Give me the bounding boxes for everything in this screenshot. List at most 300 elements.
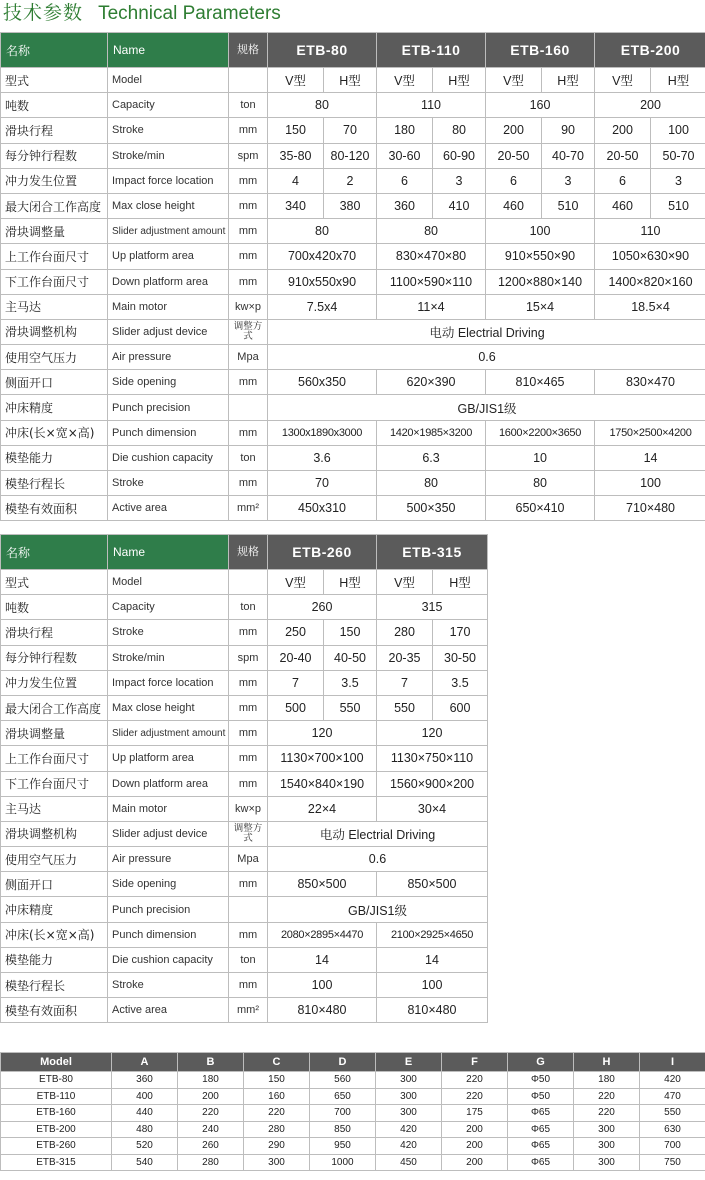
value-h: 100 — [651, 118, 705, 143]
param-name-en: Stroke — [108, 973, 229, 998]
param-unit: mm — [229, 872, 268, 897]
param-name-en: Model — [108, 68, 229, 93]
param-name-cn: 下工作台面尺寸 — [1, 771, 108, 796]
dim-header-cell: G — [508, 1053, 574, 1072]
dim-value-cell: 400 — [112, 1088, 178, 1105]
spec-row — [1, 821, 488, 846]
param-unit: mm — [229, 771, 268, 796]
param-name-cn: 最大闭合工作高度 — [1, 193, 108, 218]
dim-model-cell: ETB-160 — [1, 1105, 112, 1122]
param-unit: mm — [229, 721, 268, 746]
param-name-cn: 模垫有效面积 — [1, 496, 108, 521]
type-h: H型 — [433, 570, 488, 595]
value-cell: 80 — [268, 219, 377, 244]
value-cell: 120 — [377, 721, 488, 746]
dim-model-cell: ETB-110 — [1, 1088, 112, 1105]
dim-header-row — [1, 1053, 705, 1072]
dim-header-cell: Model — [1, 1053, 112, 1072]
title-cn: 技术参数 — [3, 2, 84, 24]
param-name-cn: 吨数 — [1, 595, 108, 620]
dim-value-cell: 480 — [112, 1121, 178, 1138]
dim-value-cell: 300 — [376, 1088, 442, 1105]
dim-value-cell: 220 — [442, 1088, 508, 1105]
dim-value-cell: 300 — [376, 1105, 442, 1122]
value-cell: 315 — [377, 595, 488, 620]
header-row — [1, 535, 488, 570]
value-cell: 11×4 — [377, 294, 486, 319]
value-cell: 14 — [377, 947, 488, 972]
dim-value-cell: 280 — [244, 1121, 310, 1138]
param-name-en: Up platform area — [108, 244, 229, 269]
dim-row — [1, 1154, 705, 1171]
type-v: V型 — [377, 68, 433, 93]
type-v: V型 — [268, 570, 324, 595]
model-header: ETB-160 — [486, 33, 595, 68]
param-name-cn: 冲床(长×宽×高) — [1, 420, 108, 445]
spec-row — [1, 143, 705, 168]
param-name-en: Stroke — [108, 471, 229, 496]
param-unit: mm — [229, 269, 268, 294]
param-name-en: Model — [108, 570, 229, 595]
value-cell: 18.5×4 — [595, 294, 705, 319]
param-name-cn: 型式 — [1, 570, 108, 595]
value-v: 35-80 — [268, 143, 324, 168]
value-cell: 1130×700×100 — [268, 746, 377, 771]
spec-row — [1, 93, 705, 118]
param-name-en: Side opening — [108, 872, 229, 897]
dim-value-cell: 240 — [178, 1121, 244, 1138]
spec-row — [1, 998, 488, 1023]
dim-model-cell: ETB-80 — [1, 1072, 112, 1089]
value-h: 70 — [324, 118, 377, 143]
value-cell: 22×4 — [268, 796, 377, 821]
spec-row — [1, 269, 705, 294]
dim-value-cell: Φ65 — [508, 1105, 574, 1122]
value-cell: 100 — [595, 471, 705, 496]
value-h: 150 — [324, 620, 377, 645]
param-unit — [229, 68, 268, 93]
value-v: 4 — [268, 168, 324, 193]
param-unit: mm — [229, 746, 268, 771]
dim-value-cell: 220 — [574, 1088, 640, 1105]
param-name-cn: 滑块调整量 — [1, 219, 108, 244]
param-name-en: Slider adjustment amount — [108, 721, 229, 746]
dim-value-cell: 850 — [310, 1121, 376, 1138]
param-name-cn: 最大闭合工作高度 — [1, 695, 108, 720]
param-name-en: Main motor — [108, 796, 229, 821]
param-name-en: Air pressure — [108, 847, 229, 872]
param-unit: spm — [229, 645, 268, 670]
param-name-cn: 冲床精度 — [1, 897, 108, 922]
param-name-cn: 吨数 — [1, 93, 108, 118]
type-v: V型 — [377, 570, 433, 595]
dim-value-cell: 630 — [640, 1121, 705, 1138]
model-header: ETB-315 — [377, 535, 488, 570]
value-cell: 1420×1985×3200 — [377, 420, 486, 445]
value-cell: 1600×2200×3650 — [486, 420, 595, 445]
value-cell: 3.6 — [268, 445, 377, 470]
spec-row — [1, 645, 488, 670]
value-cell: 110 — [595, 219, 705, 244]
param-unit: spm — [229, 143, 268, 168]
spec-row — [1, 771, 488, 796]
header-name-cn: 名称 — [1, 33, 108, 68]
param-name-en: Slider adjust device — [108, 821, 229, 846]
spec-row — [1, 670, 488, 695]
param-name-cn: 冲床精度 — [1, 395, 108, 420]
spec-row — [1, 922, 488, 947]
param-name-cn: 滑块调整量 — [1, 721, 108, 746]
param-name-cn: 冲床(长×宽×高) — [1, 922, 108, 947]
dim-value-cell: Φ65 — [508, 1154, 574, 1171]
header-name-en: Name — [108, 535, 229, 570]
dim-value-cell: 420 — [376, 1121, 442, 1138]
type-h: H型 — [324, 68, 377, 93]
dim-value-cell: 550 — [640, 1105, 705, 1122]
param-unit: ton — [229, 93, 268, 118]
dim-value-cell: 180 — [574, 1072, 640, 1089]
dim-value-cell: 150 — [244, 1072, 310, 1089]
dim-value-cell: 540 — [112, 1154, 178, 1171]
value-h: 40-70 — [542, 143, 595, 168]
spec-row — [1, 319, 705, 344]
param-name-cn: 冲力发生位置 — [1, 168, 108, 193]
value-v: 20-40 — [268, 645, 324, 670]
param-name-cn: 模垫行程长 — [1, 973, 108, 998]
model-header: ETB-260 — [268, 535, 377, 570]
value-v: 6 — [595, 168, 651, 193]
value-h: 3 — [433, 168, 486, 193]
value-v: 200 — [486, 118, 542, 143]
value-cell: 14 — [595, 445, 705, 470]
value-cell: 10 — [486, 445, 595, 470]
dim-value-cell: 700 — [640, 1138, 705, 1155]
model-header: ETB-200 — [595, 33, 705, 68]
value-h: 550 — [324, 695, 377, 720]
param-name-en: Down platform area — [108, 771, 229, 796]
spec-row — [1, 471, 705, 496]
dim-row — [1, 1105, 705, 1122]
value-v: 360 — [377, 193, 433, 218]
spec-row — [1, 370, 705, 395]
spec-row — [1, 193, 705, 218]
param-name-cn: 主马达 — [1, 294, 108, 319]
value-v: 20-50 — [486, 143, 542, 168]
value-cell: 500×350 — [377, 496, 486, 521]
spec-row — [1, 897, 488, 922]
value-cell: 910x550x90 — [268, 269, 377, 294]
value-v: 7 — [268, 670, 324, 695]
spec-table-1 — [0, 32, 705, 521]
spec-table-2 — [0, 534, 488, 1023]
param-name-cn: 侧面开口 — [1, 370, 108, 395]
param-name-en: Max close height — [108, 695, 229, 720]
param-name-cn: 模垫能力 — [1, 947, 108, 972]
spec-row — [1, 496, 705, 521]
param-name-en: Capacity — [108, 93, 229, 118]
param-name-cn: 上工作台面尺寸 — [1, 244, 108, 269]
param-name-cn: 冲力发生位置 — [1, 670, 108, 695]
spec-row — [1, 796, 488, 821]
dim-value-cell: 750 — [640, 1154, 705, 1171]
value-cell: 810×480 — [377, 998, 488, 1023]
value-cell: 1750×2500×4200 — [595, 420, 705, 445]
param-name-cn: 模垫行程长 — [1, 471, 108, 496]
value-h: 3.5 — [324, 670, 377, 695]
param-unit: mm — [229, 193, 268, 218]
value-cell: 80 — [377, 471, 486, 496]
value-cell: 70 — [268, 471, 377, 496]
value-cell: 650×410 — [486, 496, 595, 521]
param-name-en: Impact force location — [108, 168, 229, 193]
value-cell: 30×4 — [377, 796, 488, 821]
value-cell: 15×4 — [486, 294, 595, 319]
dim-row — [1, 1088, 705, 1105]
value-cell: 710×480 — [595, 496, 705, 521]
dim-value-cell: 520 — [112, 1138, 178, 1155]
param-unit: ton — [229, 445, 268, 470]
param-name-en: Stroke — [108, 118, 229, 143]
param-name-en: Punch dimension — [108, 922, 229, 947]
param-name-en: Stroke — [108, 620, 229, 645]
param-unit: mm — [229, 922, 268, 947]
param-name-en: Punch precision — [108, 897, 229, 922]
dim-value-cell: 300 — [244, 1154, 310, 1171]
param-name-en: Down platform area — [108, 269, 229, 294]
value-cell: 1540×840×190 — [268, 771, 377, 796]
param-name-en: Slider adjust device — [108, 319, 229, 344]
spec-row — [1, 345, 705, 370]
param-name-cn: 侧面开口 — [1, 872, 108, 897]
value-h: 80 — [433, 118, 486, 143]
value-v: 500 — [268, 695, 324, 720]
spec-row — [1, 595, 488, 620]
dim-value-cell: 180 — [178, 1072, 244, 1089]
spec-row — [1, 420, 705, 445]
value-h: 410 — [433, 193, 486, 218]
shared-value: 电动 Electrial Driving — [268, 821, 488, 846]
spec-row — [1, 294, 705, 319]
dim-value-cell: 420 — [640, 1072, 705, 1089]
value-h: 600 — [433, 695, 488, 720]
dim-value-cell: 290 — [244, 1138, 310, 1155]
value-cell: 1300x1890x3000 — [268, 420, 377, 445]
dim-header-cell: F — [442, 1053, 508, 1072]
dimension-table — [0, 1052, 705, 1171]
dim-value-cell: 440 — [112, 1105, 178, 1122]
param-name-cn: 每分钟行程数 — [1, 645, 108, 670]
param-unit: mm — [229, 973, 268, 998]
param-name-en: Stroke/min — [108, 645, 229, 670]
spec-row — [1, 168, 705, 193]
param-name-en: Die cushion capacity — [108, 445, 229, 470]
dim-model-cell: ETB-200 — [1, 1121, 112, 1138]
value-cell: 1130×750×110 — [377, 746, 488, 771]
value-cell: 1100×590×110 — [377, 269, 486, 294]
param-unit: 调整方式 — [229, 821, 268, 846]
dim-row — [1, 1072, 705, 1089]
param-name-en: Slider adjustment amount — [108, 219, 229, 244]
dim-value-cell: Φ65 — [508, 1138, 574, 1155]
dim-row — [1, 1138, 705, 1155]
header-name-en: Name — [108, 33, 229, 68]
dim-value-cell: 360 — [112, 1072, 178, 1089]
param-unit: mm — [229, 244, 268, 269]
value-cell: 1560×900×200 — [377, 771, 488, 796]
param-unit: mm — [229, 168, 268, 193]
page-title — [3, 0, 281, 28]
dim-value-cell: 300 — [574, 1121, 640, 1138]
value-cell: 110 — [377, 93, 486, 118]
header-spec: 规格 — [229, 535, 268, 570]
param-unit: Mpa — [229, 345, 268, 370]
value-cell: 560x350 — [268, 370, 377, 395]
dim-header-cell: H — [574, 1053, 640, 1072]
param-name-cn: 上工作台面尺寸 — [1, 746, 108, 771]
param-unit: mm — [229, 620, 268, 645]
param-name-cn: 滑块行程 — [1, 118, 108, 143]
value-cell: 14 — [268, 947, 377, 972]
value-h: 90 — [542, 118, 595, 143]
value-cell: 850×500 — [268, 872, 377, 897]
param-unit: 调整方式 — [229, 319, 268, 344]
param-unit — [229, 395, 268, 420]
spec-row — [1, 445, 705, 470]
param-name-en: Air pressure — [108, 345, 229, 370]
param-unit: kw×p — [229, 796, 268, 821]
param-unit — [229, 570, 268, 595]
dim-value-cell: Φ50 — [508, 1088, 574, 1105]
param-unit: mm — [229, 420, 268, 445]
dim-value-cell: 200 — [442, 1121, 508, 1138]
value-cell: 620×390 — [377, 370, 486, 395]
dim-value-cell: 560 — [310, 1072, 376, 1089]
model-header: ETB-80 — [268, 33, 377, 68]
param-unit: mm — [229, 471, 268, 496]
header-spec: 规格 — [229, 33, 268, 68]
value-v: 460 — [595, 193, 651, 218]
value-cell: 1400×820×160 — [595, 269, 705, 294]
type-h: H型 — [433, 68, 486, 93]
value-h: 30-50 — [433, 645, 488, 670]
param-unit: ton — [229, 595, 268, 620]
spec-row — [1, 721, 488, 746]
dim-value-cell: 300 — [376, 1072, 442, 1089]
value-h: 380 — [324, 193, 377, 218]
dim-value-cell: 280 — [178, 1154, 244, 1171]
param-unit: mm — [229, 695, 268, 720]
shared-value: 电动 Electrial Driving — [268, 319, 705, 344]
spec-row — [1, 620, 488, 645]
param-name-en: Stroke/min — [108, 143, 229, 168]
type-h: H型 — [324, 570, 377, 595]
value-cell: 850×500 — [377, 872, 488, 897]
dim-value-cell: 200 — [178, 1088, 244, 1105]
param-unit: mm² — [229, 496, 268, 521]
param-name-cn: 使用空气压力 — [1, 847, 108, 872]
spec-row — [1, 872, 488, 897]
dim-header-cell: C — [244, 1053, 310, 1072]
value-h: 510 — [542, 193, 595, 218]
value-v: 180 — [377, 118, 433, 143]
value-v: 200 — [595, 118, 651, 143]
value-v: 30-60 — [377, 143, 433, 168]
shared-value: 0.6 — [268, 847, 488, 872]
dim-value-cell: 160 — [244, 1088, 310, 1105]
dim-value-cell: 300 — [574, 1138, 640, 1155]
shared-value: 0.6 — [268, 345, 705, 370]
dim-value-cell: 470 — [640, 1088, 705, 1105]
dim-value-cell: 220 — [442, 1072, 508, 1089]
value-cell: 810×465 — [486, 370, 595, 395]
spec-row — [1, 746, 488, 771]
dim-value-cell: 700 — [310, 1105, 376, 1122]
param-name-en: Impact force location — [108, 670, 229, 695]
value-cell: 80 — [268, 93, 377, 118]
param-unit: mm — [229, 118, 268, 143]
dim-value-cell: 200 — [442, 1138, 508, 1155]
param-unit: mm² — [229, 998, 268, 1023]
value-cell: 700x420x70 — [268, 244, 377, 269]
value-cell: 100 — [377, 973, 488, 998]
type-h: H型 — [542, 68, 595, 93]
value-v: 6 — [486, 168, 542, 193]
type-v: V型 — [486, 68, 542, 93]
value-cell: 80 — [377, 219, 486, 244]
param-name-en: Up platform area — [108, 746, 229, 771]
dim-model-cell: ETB-315 — [1, 1154, 112, 1171]
dim-value-cell: 420 — [376, 1138, 442, 1155]
spec-row — [1, 947, 488, 972]
spec-row — [1, 118, 705, 143]
dim-value-cell: 1000 — [310, 1154, 376, 1171]
type-v: V型 — [595, 68, 651, 93]
dim-value-cell: Φ65 — [508, 1121, 574, 1138]
value-h: 80-120 — [324, 143, 377, 168]
dim-value-cell: 220 — [574, 1105, 640, 1122]
value-h: 50-70 — [651, 143, 705, 168]
spec-row — [1, 219, 705, 244]
value-cell: 200 — [595, 93, 705, 118]
spec-row — [1, 570, 488, 595]
spec-row — [1, 847, 488, 872]
value-h: 2 — [324, 168, 377, 193]
param-name-en: Active area — [108, 496, 229, 521]
value-cell: 260 — [268, 595, 377, 620]
param-name-cn: 模垫能力 — [1, 445, 108, 470]
dim-header-cell: D — [310, 1053, 376, 1072]
param-name-en: Punch dimension — [108, 420, 229, 445]
param-unit: mm — [229, 370, 268, 395]
header-name-cn: 名称 — [1, 535, 108, 570]
value-h: 40-50 — [324, 645, 377, 670]
dim-row — [1, 1121, 705, 1138]
value-h: 3 — [651, 168, 705, 193]
param-name-cn: 滑块调整机构 — [1, 319, 108, 344]
param-name-en: Capacity — [108, 595, 229, 620]
dim-value-cell: 950 — [310, 1138, 376, 1155]
model-header: ETB-110 — [377, 33, 486, 68]
value-h: 3 — [542, 168, 595, 193]
dim-value-cell: 175 — [442, 1105, 508, 1122]
value-cell: 830×470×80 — [377, 244, 486, 269]
dim-value-cell: 650 — [310, 1088, 376, 1105]
value-h: 3.5 — [433, 670, 488, 695]
value-cell: 7.5x4 — [268, 294, 377, 319]
value-cell: 450x310 — [268, 496, 377, 521]
value-cell: 810×480 — [268, 998, 377, 1023]
spec-row — [1, 395, 705, 420]
